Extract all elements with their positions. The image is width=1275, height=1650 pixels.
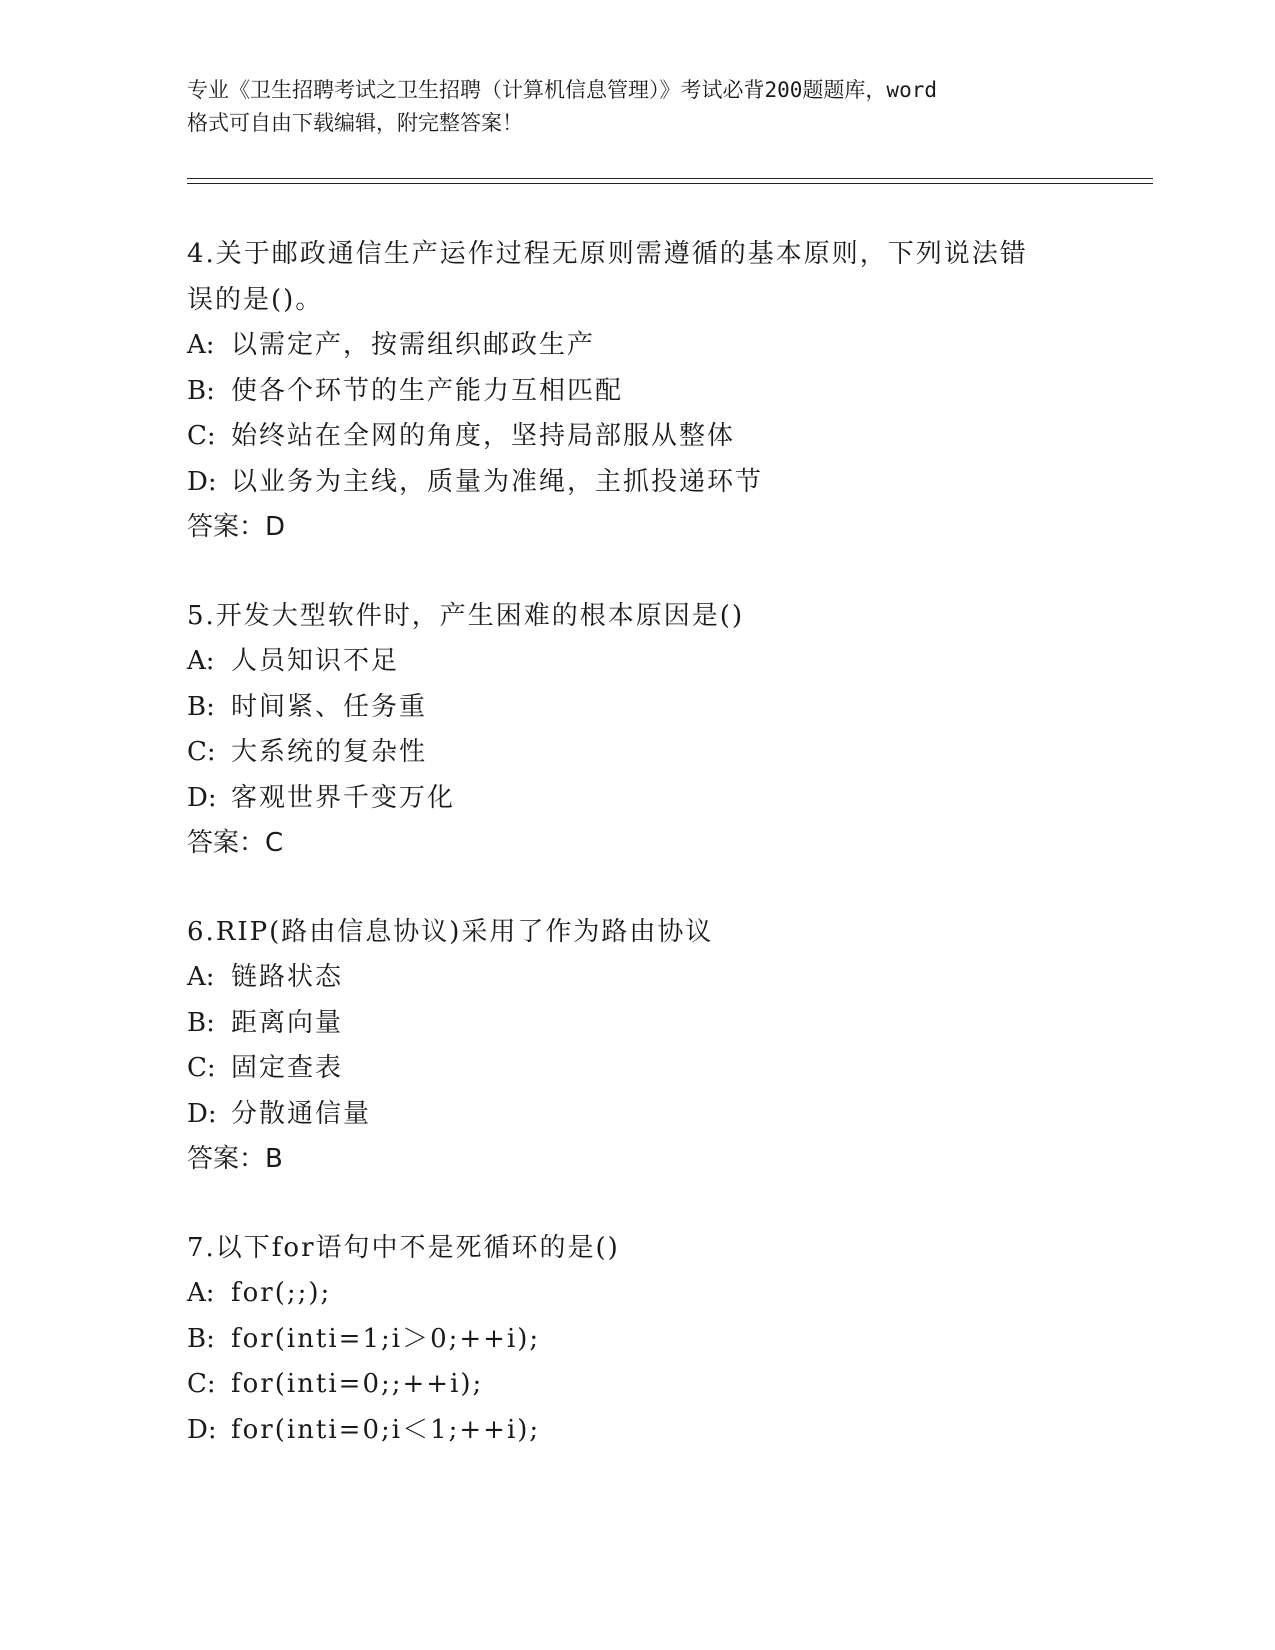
- header-line-2: 格式可自由下载编辑，附完整答案！: [187, 111, 523, 135]
- option-b: [187, 369, 1127, 415]
- document-header: [187, 74, 1087, 140]
- option-d: [187, 460, 1127, 506]
- option-text: 人员知识不足: [231, 646, 400, 676]
- question-stem: 6.RIP(路由信息协议)采用了作为路由协议: [187, 916, 714, 947]
- option-letter: C:: [187, 1053, 216, 1083]
- option-letter: A:: [187, 962, 215, 992]
- option-letter: B:: [187, 375, 215, 406]
- header-divider-top: [187, 178, 1153, 179]
- option-letter: A:: [187, 1278, 215, 1308]
- option-letter: C:: [187, 1369, 216, 1399]
- option-c: [187, 730, 1127, 776]
- option-d: [187, 1408, 1127, 1454]
- answer-label: 答案：B: [187, 1144, 283, 1174]
- option-letter: B:: [187, 1007, 215, 1038]
- option-a: [187, 639, 1127, 685]
- option-text: 始终站在全网的角度，坚持局部服从整体: [231, 421, 736, 451]
- option-text: for(inti=0;i＜1;++i);: [231, 1414, 541, 1445]
- question-6: [187, 910, 1127, 1183]
- option-c: [187, 414, 1127, 460]
- option-text: for(;;);: [231, 1278, 332, 1308]
- question-7: [187, 1226, 1127, 1454]
- option-b: [187, 1001, 1127, 1047]
- question-4: [187, 232, 1127, 551]
- question-stem: 4.关于邮政通信生产运作过程无原则需遵循的基本原则，下列说法错: [187, 239, 1028, 269]
- option-letter: A:: [187, 646, 215, 676]
- option-a: [187, 323, 1127, 369]
- option-text: for(inti=0;;++i);: [231, 1369, 484, 1399]
- option-d: [187, 776, 1127, 822]
- question-stem-continued: 误的是()。: [187, 284, 324, 315]
- question-5: [187, 594, 1127, 867]
- option-letter: D:: [187, 466, 217, 497]
- option-letter: C:: [187, 421, 216, 451]
- option-text: 时间紧、任务重: [231, 691, 428, 722]
- option-letter: B:: [187, 691, 215, 722]
- header-line-1: 专业《卫生招聘考试之卫生招聘（计算机信息管理）》考试必背200题题库，word: [187, 78, 937, 102]
- option-text: 大系统的复杂性: [231, 737, 428, 767]
- option-d: [187, 1092, 1127, 1138]
- option-text: 以需定产，按需组织邮政生产: [231, 330, 596, 360]
- option-c: [187, 1362, 1127, 1408]
- option-letter: D:: [187, 1098, 217, 1129]
- option-text: 距离向量: [231, 1007, 344, 1038]
- option-a: [187, 955, 1127, 1001]
- option-b: [187, 685, 1127, 731]
- question-list: [187, 232, 1127, 1496]
- option-text: for(inti=1;i＞0;++i);: [231, 1323, 541, 1354]
- option-b: [187, 1317, 1127, 1363]
- option-text: 客观世界千变万化: [231, 782, 456, 813]
- option-text: 固定查表: [231, 1053, 344, 1083]
- option-letter: C:: [187, 737, 216, 767]
- answer-label: 答案：C: [187, 828, 284, 858]
- option-letter: D:: [187, 1414, 217, 1445]
- option-text: 分散通信量: [231, 1098, 372, 1129]
- option-text: 使各个环节的生产能力互相匹配: [231, 375, 624, 406]
- option-a: [187, 1271, 1127, 1317]
- option-text: 以业务为主线，质量为准绳，主抓投递环节: [231, 466, 764, 497]
- header-divider-bottom: [187, 183, 1153, 184]
- question-stem: 7.以下for语句中不是死循环的是(): [187, 1232, 620, 1263]
- option-letter: A:: [187, 330, 215, 360]
- question-stem: 5.开发大型软件时，产生困难的根本原因是(): [187, 600, 745, 631]
- option-letter: D:: [187, 782, 217, 813]
- option-letter: B:: [187, 1323, 215, 1354]
- option-c: [187, 1046, 1127, 1092]
- option-text: 链路状态: [231, 962, 344, 992]
- answer-label: 答案：D: [187, 512, 286, 542]
